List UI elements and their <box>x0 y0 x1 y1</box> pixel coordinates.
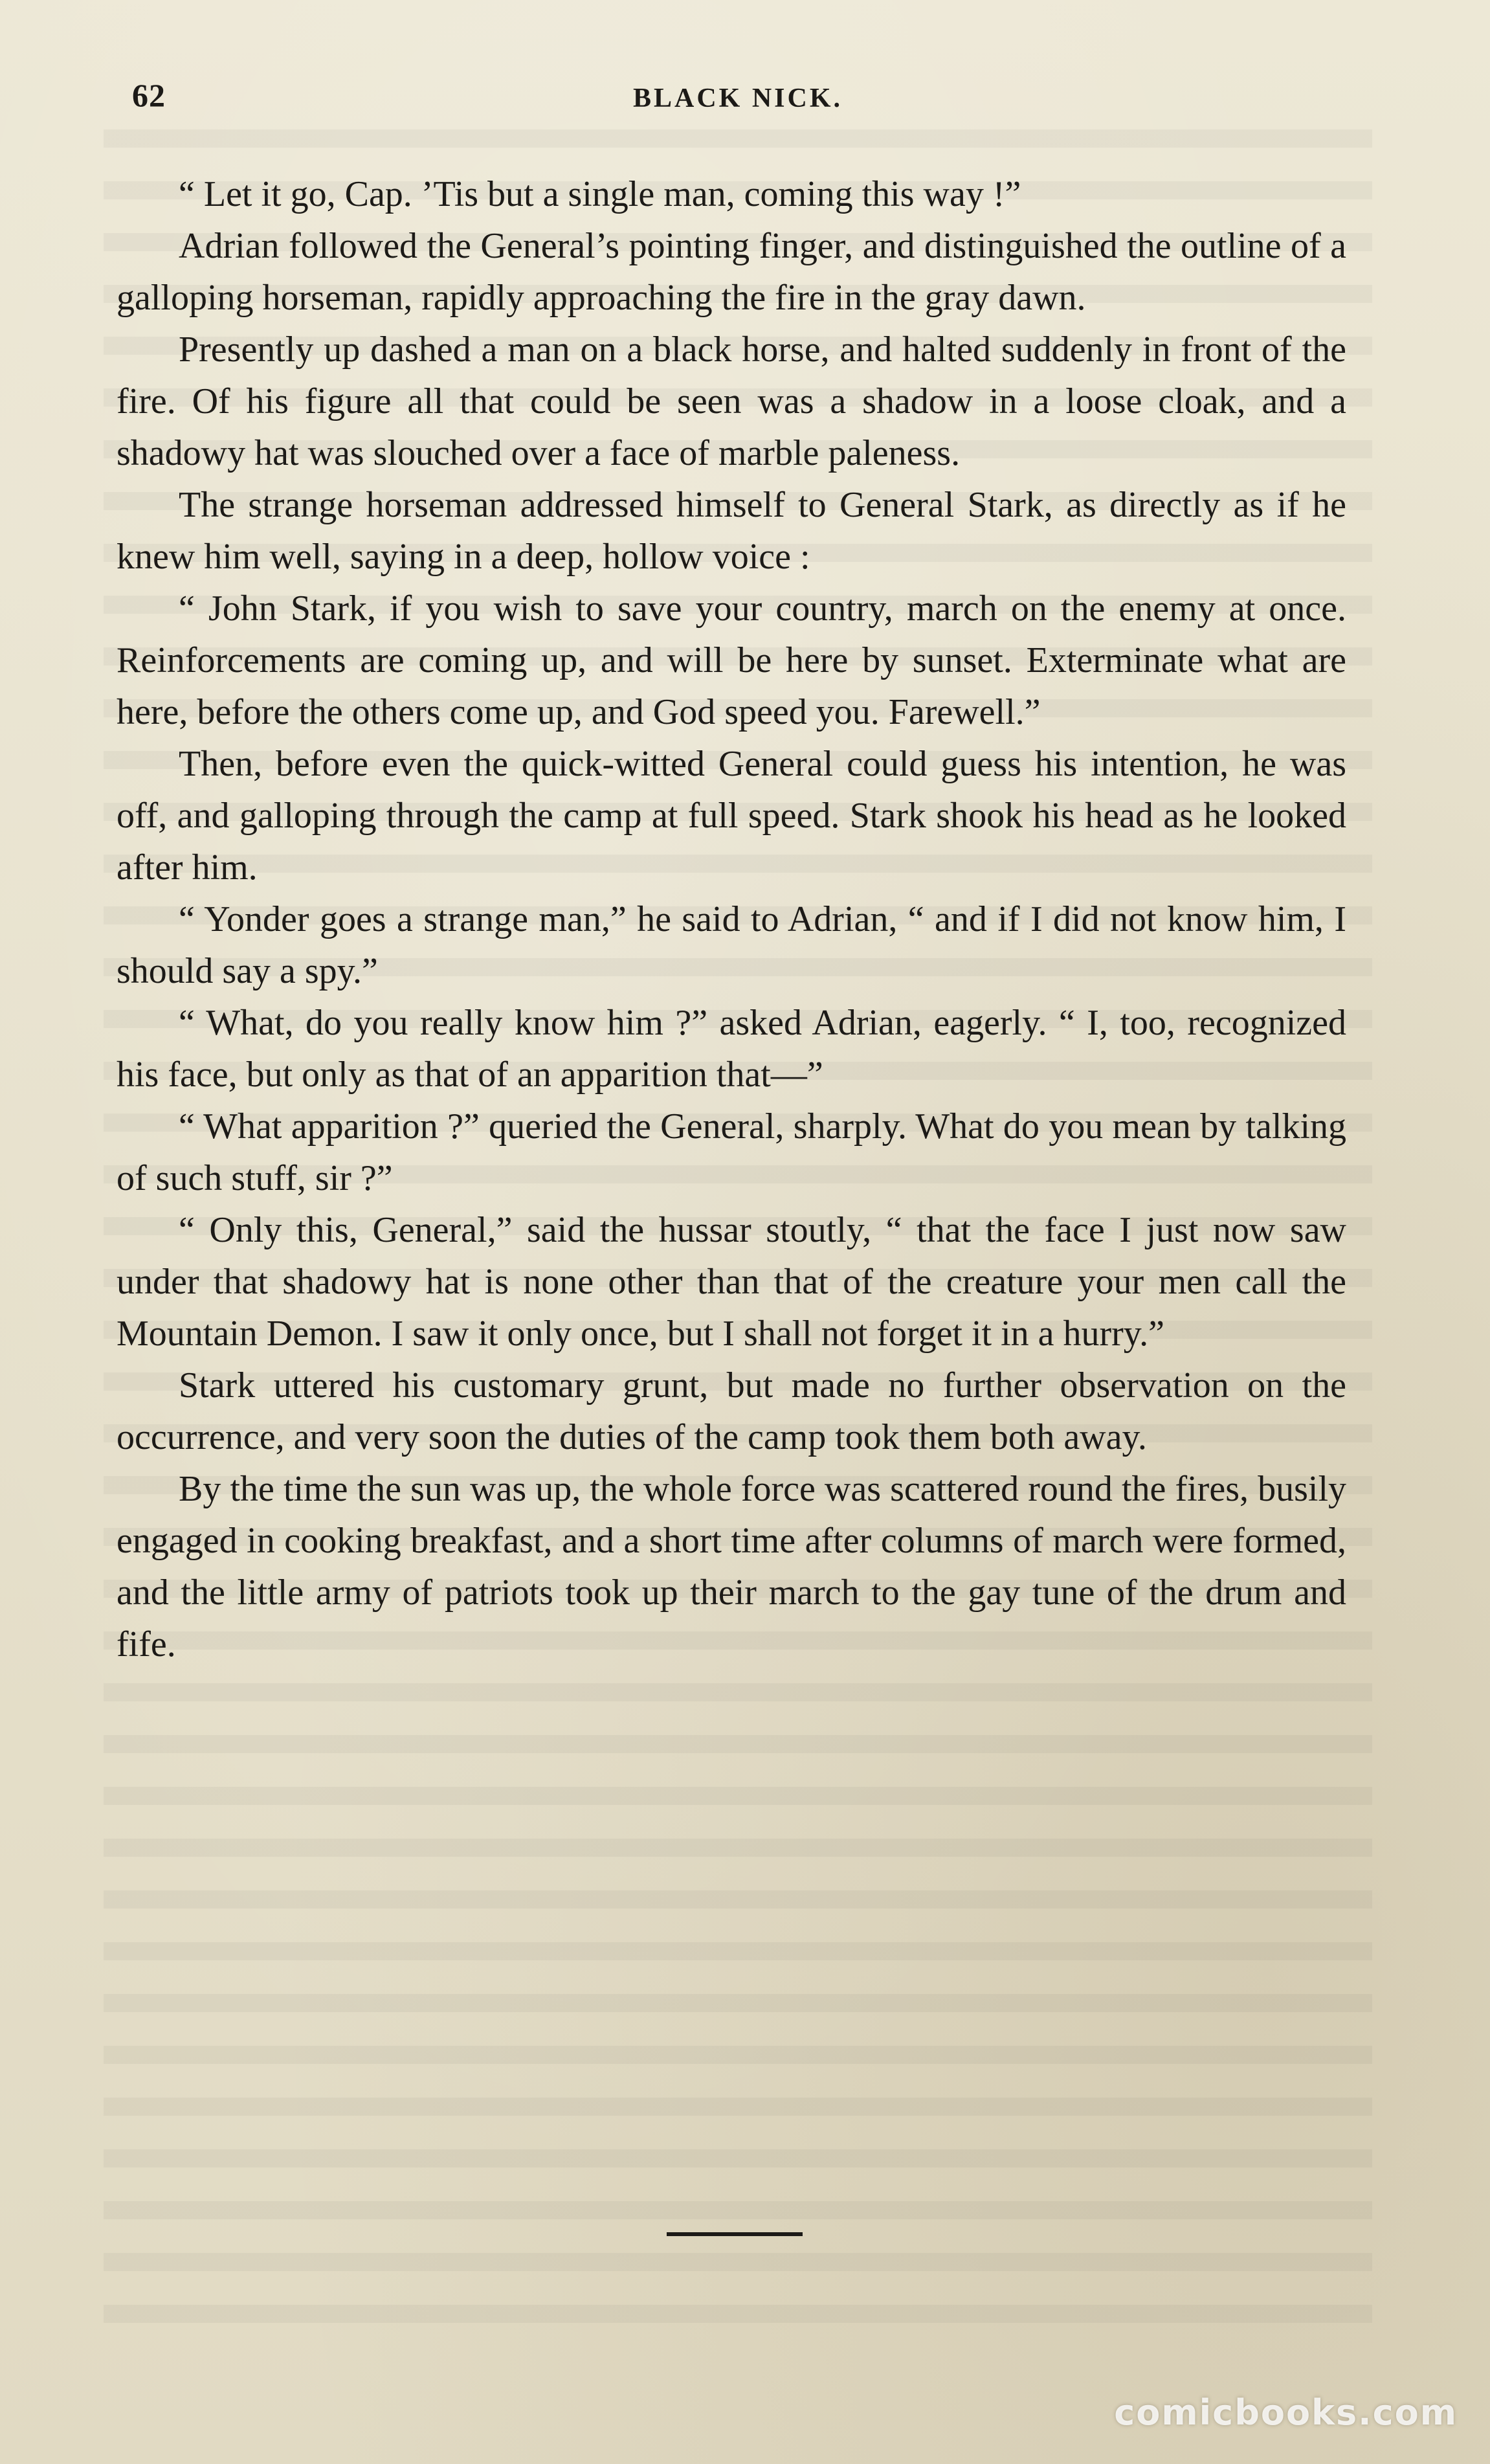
paragraph: “ What apparition ?” queried the General, sharply. What do you mean by talking of such stuff, sir ?” <box>117 1106 1346 1198</box>
paragraph: Stark uttered his customary grunt, but made no further observation on the occurrence, and very soon the duties of the camp took them both away. <box>117 1365 1346 1457</box>
page-number: 62 <box>132 77 166 113</box>
paragraph: Then, before even the quick-witted General could guess his intention, he was off, and galloping through the camp at full speed. Stark shook his head as he looked after him. <box>117 744 1346 888</box>
end-rule <box>667 2232 803 2236</box>
paragraph: Adrian followed the General’s pointing finger, and distinguished the outline of a galloping horseman, rapidly approaching the fire in the gray dawn. <box>117 226 1346 318</box>
paragraph: “ Only this, General,” said the hussar stoutly, “ that the face I just now saw under that shadowy hat is none other than that of the creature your men call the Mountain Demon. I saw it only once, but I shall not forget it in a hurry.” <box>117 1210 1346 1354</box>
running-head: BLACK NICK. <box>632 84 843 113</box>
body-text <box>117 168 1346 1670</box>
watermark: comicbooks.com <box>1114 2392 1458 2433</box>
paragraph: “ Yonder goes a strange man,” he said to Adrian, “ and if I did not know him, I should say a spy.” <box>117 899 1346 991</box>
paragraph: “ Let it go, Cap. ’Tis but a single man, coming this way !” <box>179 174 1021 214</box>
paragraph: “ What, do you really know him ?” asked Adrian, eagerly. “ I, too, recognized his face, but only as that of an apparition that—” <box>117 1003 1346 1095</box>
paragraph: “ John Stark, if you wish to save your country, march on the enemy at once. Reinforcements are coming up, and will be here by sunset. Exterminate what are here, before the others come up, and God speed you. Farewell.” <box>117 588 1346 732</box>
paragraph: The strange horseman addressed himself to General Stark, as directly as if he knew him well, saying in a deep, hollow voice : <box>117 485 1346 577</box>
paragraph: By the time the sun was up, the whole force was scattered round the fires, busily engaged in cooking breakfast, and a short time after columns of march were formed, and the little army of patriots took up their march to the gay tune of the drum and fife. <box>117 1469 1346 1664</box>
paragraph: Presently up dashed a man on a black horse, and halted suddenly in front of the fire. Of his figure all that could be seen was a shadow in a loose cloak, and a shadowy hat was slouched over a face of marble paleness. <box>117 330 1346 473</box>
page-header <box>123 71 1353 129</box>
